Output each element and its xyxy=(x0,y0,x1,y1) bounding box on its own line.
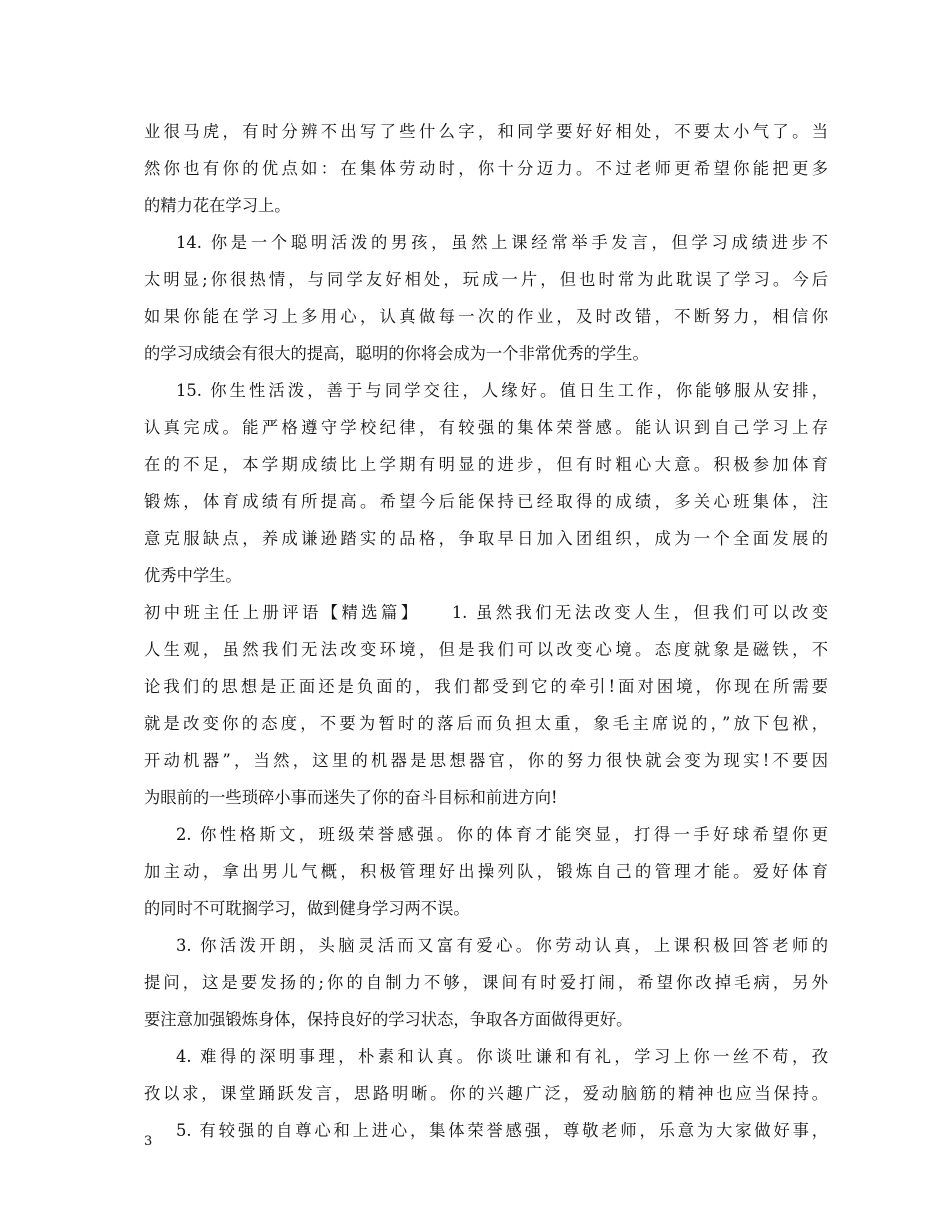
text-line: 认真完成。能严格遵守学校纪律，有较强的集体荣誉感。能认识到自己学习上存 xyxy=(144,418,828,437)
text-line: 加主动，拿出男儿气概，积极管理好出操列队，锻炼自己的管理才能。爱好体育 xyxy=(144,862,828,881)
text-line: 在的不足，本学期成绩比上学期有明显的进步，但有时粗心大意。积极参加体育 xyxy=(144,455,828,474)
page-number: 3 xyxy=(144,1134,153,1149)
comment-3-line: 3. 你活泼开朗，头脑灵活而又富有爱心。你劳动认真，上课积极回答老师的 xyxy=(176,936,828,955)
text-line: 就是改变你的态度，不要为暂时的落后而负担太重，象毛主席说的，”放下包袱， xyxy=(144,714,828,733)
text-line: 业很马虎，有时分辨不出写了些什么字，和同学要好好相处，不要太小气了。当 xyxy=(144,122,828,141)
text-line: 的学习成绩会有很大的提高，聪明的你将会成为一个非常优秀的学生。 xyxy=(144,344,649,363)
comment-15-line: 15. 你生性活泼，善于与同学交往，人缘好。值日生工作，你能够服从安排， xyxy=(176,381,828,400)
comment-14-line: 14. 你是一个聪明活泼的男孩，虽然上课经常举手发言，但学习成绩进步不 xyxy=(176,233,828,252)
text-line: 提问，这是要发扬的;你的自制力不够，课间有时爱打闹，希望你改掉毛病，另外 xyxy=(144,973,828,992)
text-line: 开动机器”，当然，这里的机器是思想器官，你的努力很快就会变为现实!不要因 xyxy=(144,751,828,770)
text-line: 的同时不可耽搁学习，做到健身学习两不误。 xyxy=(144,899,470,918)
comment-4-line: 4. 难得的深明事理，朴素和认真。你谈吐谦和有礼，学习上你一丝不苟，孜 xyxy=(176,1047,828,1066)
text-line: 要注意加强锻炼身体，保持良好的学习状态，争取各方面做得更好。 xyxy=(144,1010,633,1029)
text-line: 如果你能在学习上多用心，认真做每一次的作业，及时改错，不断努力，相信你 xyxy=(144,307,828,326)
document-body xyxy=(144,113,828,1149)
text-line: 人生观，虽然我们无法改变环境，但是我们可以改变心境。态度就象是磁铁，不 xyxy=(144,640,828,659)
text-line: 意克服缺点，养成谦逊踏实的品格，争取早日加入团组织，成为一个全面发展的 xyxy=(144,529,828,548)
text-line: 太明显;你很热情，与同学友好相处，玩成一片，但也时常为此耽误了学习。今后 xyxy=(144,270,828,289)
text-line: 锻炼，体育成绩有所提高。希望今后能保持已经取得的成绩，多关心班集体，注 xyxy=(144,492,828,511)
comment-5-line: 5. 有较强的自尊心和上进心，集体荣誉感强，尊敬老师，乐意为大家做好事， xyxy=(176,1121,828,1140)
text-line: 优秀中学生。 xyxy=(144,566,242,585)
text-line: 的精力花在学习上。 xyxy=(144,196,291,215)
text-line: 孜以求，课堂踊跃发言，思路明晰。你的兴趣广泛，爱动脑筋的精神也应当保持。 xyxy=(144,1084,828,1103)
text-line: 然你也有你的优点如：在集体劳动时，你十分迈力。不过老师更希望你能把更多 xyxy=(144,159,828,178)
text-line: 为眼前的一些琐碎小事而迷失了你的奋斗目标和前进方向! xyxy=(144,788,558,807)
text-line: 论我们的思想是正面还是负面的，我们都受到它的牵引!面对困境，你现在所需要 xyxy=(144,677,828,696)
section-heading-line: 初中班主任上册评语【精选篇】 1. 虽然我们无法改变人生，但我们可以改变 xyxy=(144,603,828,622)
comment-2-line: 2. 你性格斯文，班级荣誉感强。你的体育才能突显，打得一手好球希望你更 xyxy=(176,825,828,844)
